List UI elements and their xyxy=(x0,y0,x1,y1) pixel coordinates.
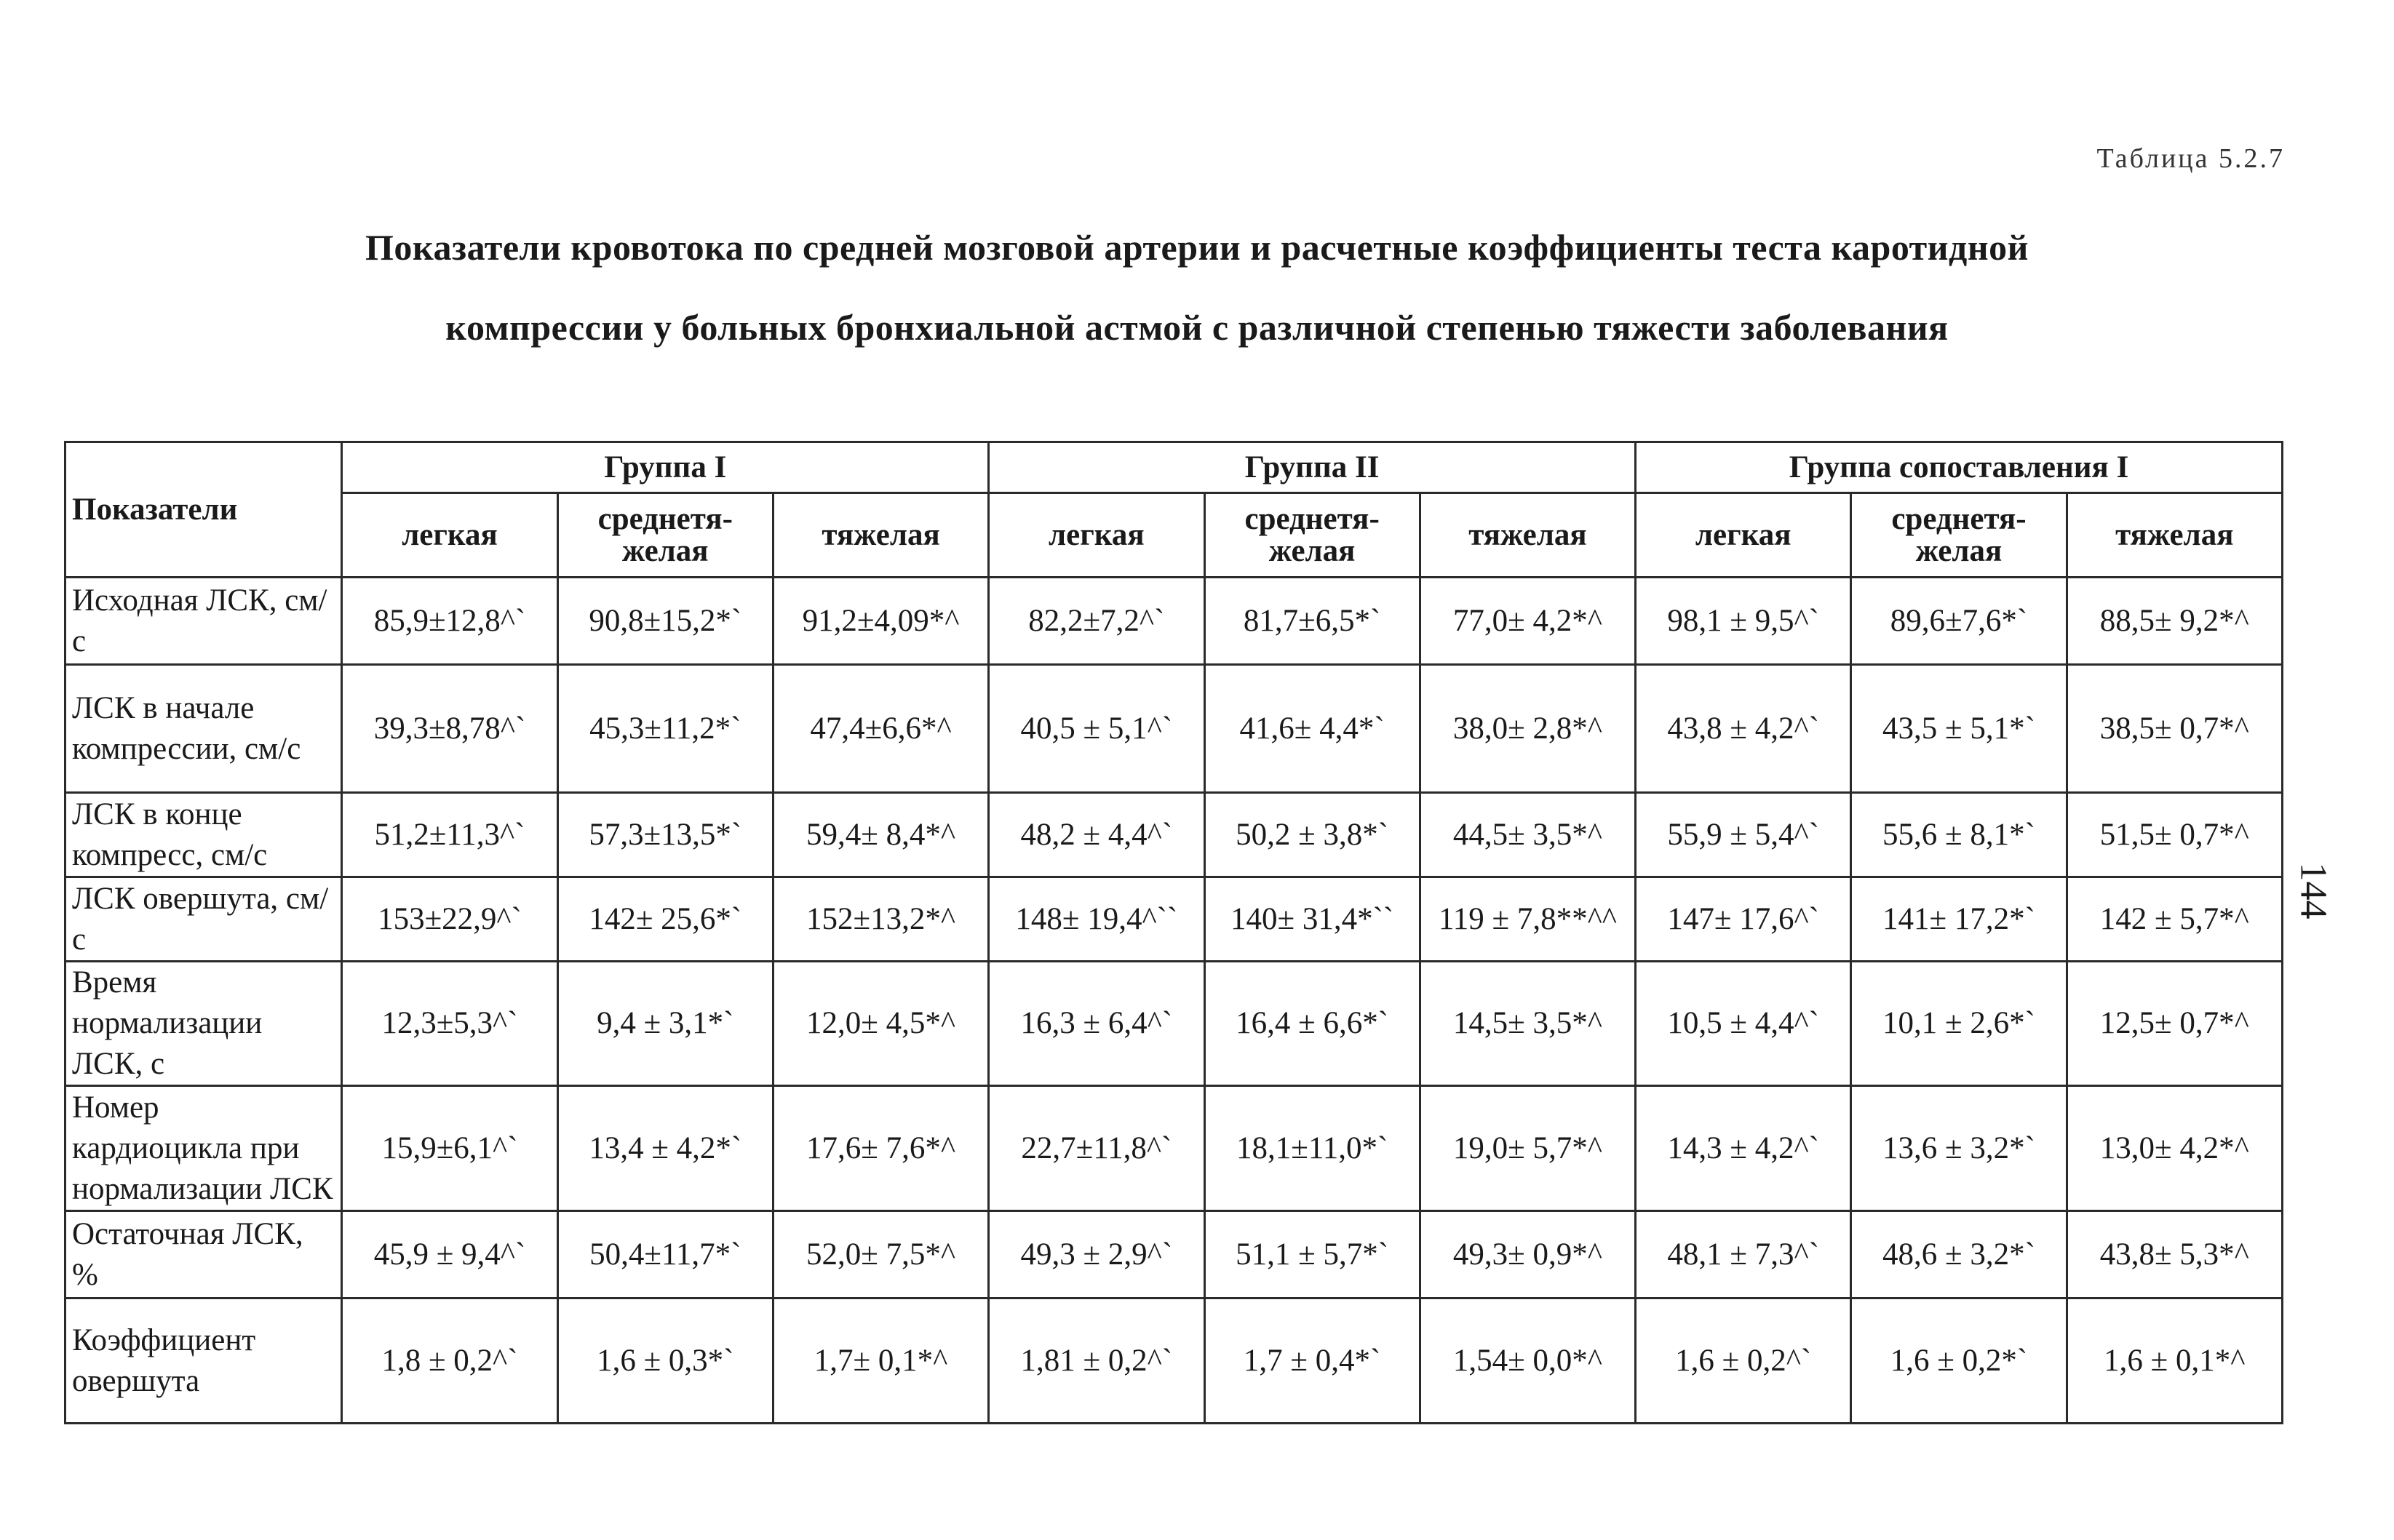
table-cell: 39,3±8,78^` xyxy=(342,665,557,793)
table-cell: 9,4 ± 3,1*` xyxy=(557,962,773,1086)
row-label: Остаточная ЛСК, % xyxy=(65,1211,342,1298)
severity-header: среднетя- желая xyxy=(1204,493,1420,578)
table-cell: 98,1 ± 9,5^` xyxy=(1636,578,1851,665)
table-cell: 43,8± 5,3*^ xyxy=(2067,1211,2282,1298)
table-cell: 1,6 ± 0,1*^ xyxy=(2067,1298,2282,1424)
table-cell: 142 ± 5,7*^ xyxy=(2067,877,2282,962)
table-cell: 55,9 ± 5,4^` xyxy=(1636,793,1851,877)
table-cell: 43,5 ± 5,1*` xyxy=(1851,665,2067,793)
severity-header: тяжелая xyxy=(2067,493,2282,578)
table-cell: 43,8 ± 4,2^` xyxy=(1636,665,1851,793)
table-cell: 1,6 ± 0,2^` xyxy=(1636,1298,1851,1424)
table-cell: 1,6 ± 0,2*` xyxy=(1851,1298,2067,1424)
table-cell: 44,5± 3,5*^ xyxy=(1420,793,1635,877)
table-cell: 47,4±6,6*^ xyxy=(773,665,988,793)
table-cell: 12,5± 0,7*^ xyxy=(2067,962,2282,1086)
table-cell: 119 ± 7,8**^^ xyxy=(1420,877,1635,962)
severity-header: легкая xyxy=(1636,493,1851,578)
table-cell: 147± 17,6^` xyxy=(1636,877,1851,962)
table-cell: 12,3±5,3^` xyxy=(342,962,557,1086)
table-cell: 52,0± 7,5*^ xyxy=(773,1211,988,1298)
table-cell: 90,8±15,2*` xyxy=(557,578,773,665)
table-cell: 88,5± 9,2*^ xyxy=(2067,578,2282,665)
table-cell: 51,2±11,3^` xyxy=(342,793,557,877)
table-cell: 1,54± 0,0*^ xyxy=(1420,1298,1635,1424)
table-title xyxy=(0,207,2394,367)
row-label: ЛСК овершута, см/с xyxy=(65,877,342,962)
table-cell: 152±13,2*^ xyxy=(773,877,988,962)
table-cell: 142± 25,6*` xyxy=(557,877,773,962)
table-cell: 10,1 ± 2,6*` xyxy=(1851,962,2067,1086)
table-cell: 77,0± 4,2*^ xyxy=(1420,578,1635,665)
table-cell: 17,6± 7,6*^ xyxy=(773,1086,988,1211)
table-cell: 13,6 ± 3,2*` xyxy=(1851,1086,2067,1211)
table-cell: 14,5± 3,5*^ xyxy=(1420,962,1635,1086)
table-cell: 89,6±7,6*` xyxy=(1851,578,2067,665)
table-row xyxy=(65,1298,2283,1424)
data-table xyxy=(64,441,2283,1424)
table-cell: 91,2±4,09*^ xyxy=(773,578,988,665)
table-cell: 82,2±7,2^` xyxy=(989,578,1204,665)
table-cell: 140± 31,4*`` xyxy=(1204,877,1420,962)
table-cell: 40,5 ± 5,1^` xyxy=(989,665,1204,793)
table-cell: 22,7±11,8^` xyxy=(989,1086,1204,1211)
table-row xyxy=(65,877,2283,962)
row-label: Номер кардиоцикла при нормализации ЛСК xyxy=(65,1086,342,1211)
severity-header: среднетя- желая xyxy=(1851,493,2067,578)
severity-header: среднетя- желая xyxy=(557,493,773,578)
table-cell: 13,4 ± 4,2*` xyxy=(557,1086,773,1211)
row-label: ЛСК в начале компрессии, см/с xyxy=(65,665,342,793)
table-cell: 153±22,9^` xyxy=(342,877,557,962)
table-cell: 48,2 ± 4,4^` xyxy=(989,793,1204,877)
table-cell: 50,2 ± 3,8*` xyxy=(1204,793,1420,877)
table-cell: 1,81 ± 0,2^` xyxy=(989,1298,1204,1424)
table-label: Таблица 5.2.7 xyxy=(2096,143,2285,174)
table-row xyxy=(65,665,2283,793)
table-cell: 45,3±11,2*` xyxy=(557,665,773,793)
row-label: Исходная ЛСК, см/с xyxy=(65,578,342,665)
table-cell: 1,8 ± 0,2^` xyxy=(342,1298,557,1424)
table-cell: 48,1 ± 7,3^` xyxy=(1636,1211,1851,1298)
table-cell: 38,0± 2,8*^ xyxy=(1420,665,1635,793)
table-cell: 85,9±12,8^` xyxy=(342,578,557,665)
table-cell: 15,9±6,1^` xyxy=(342,1086,557,1211)
row-label: Время нормализации ЛСК, с xyxy=(65,962,342,1086)
table-cell: 13,0± 4,2*^ xyxy=(2067,1086,2282,1211)
table-cell: 14,3 ± 4,2^` xyxy=(1636,1086,1851,1211)
table-cell: 10,5 ± 4,4^` xyxy=(1636,962,1851,1086)
row-label: Коэффициент овершута xyxy=(65,1298,342,1424)
row-label: ЛСК в конце компресс, см/с xyxy=(65,793,342,877)
table-cell: 51,5± 0,7*^ xyxy=(2067,793,2282,877)
table-row xyxy=(65,1211,2283,1298)
table-cell: 12,0± 4,5*^ xyxy=(773,962,988,1086)
table-cell: 19,0± 5,7*^ xyxy=(1420,1086,1635,1211)
table-cell: 148± 19,4^`` xyxy=(989,877,1204,962)
group-header: Группа сопоставления I xyxy=(1636,442,2283,493)
table-cell: 49,3 ± 2,9^` xyxy=(989,1211,1204,1298)
table-cell: 1,7 ± 0,4*` xyxy=(1204,1298,1420,1424)
table-row xyxy=(65,1086,2283,1211)
table-cell: 50,4±11,7*` xyxy=(557,1211,773,1298)
table-cell: 16,4 ± 6,6*` xyxy=(1204,962,1420,1086)
table-title-line-1: Показатели кровотока по средней мозговой артерии и расчетные коэффициенты теста каротидной xyxy=(365,227,2029,268)
table-cell: 51,1 ± 5,7*` xyxy=(1204,1211,1420,1298)
severity-header-row xyxy=(65,493,2283,578)
table-cell: 57,3±13,5*` xyxy=(557,793,773,877)
table-cell: 41,6± 4,4*` xyxy=(1204,665,1420,793)
table-cell: 48,6 ± 3,2*` xyxy=(1851,1211,2067,1298)
severity-header: тяжелая xyxy=(1420,493,1635,578)
table-cell: 55,6 ± 8,1*` xyxy=(1851,793,2067,877)
table-cell: 141± 17,2*` xyxy=(1851,877,2067,962)
table-row xyxy=(65,793,2283,877)
table-cell: 49,3± 0,9*^ xyxy=(1420,1211,1635,1298)
group-header-row xyxy=(65,442,2283,493)
table-cell: 59,4± 8,4*^ xyxy=(773,793,988,877)
table-cell: 1,7± 0,1*^ xyxy=(773,1298,988,1424)
group-header: Группа I xyxy=(342,442,989,493)
table-cell: 38,5± 0,7*^ xyxy=(2067,665,2282,793)
table-cell: 81,7±6,5*` xyxy=(1204,578,1420,665)
severity-header: легкая xyxy=(989,493,1204,578)
indicator-header: Показатели xyxy=(65,442,342,578)
table-title-line-2: компрессии у больных бронхиальной астмой с различной степенью тяжести заболевания xyxy=(445,307,1949,348)
table-cell: 45,9 ± 9,4^` xyxy=(342,1211,557,1298)
group-header: Группа II xyxy=(989,442,1636,493)
table-cell: 16,3 ± 6,4^` xyxy=(989,962,1204,1086)
severity-header: легкая xyxy=(342,493,557,578)
table-row xyxy=(65,962,2283,1086)
table-cell: 18,1±11,0*` xyxy=(1204,1086,1420,1211)
page-number: 144 xyxy=(2292,862,2334,919)
table-cell: 1,6 ± 0,3*` xyxy=(557,1298,773,1424)
table-row xyxy=(65,578,2283,665)
severity-header: тяжелая xyxy=(773,493,988,578)
